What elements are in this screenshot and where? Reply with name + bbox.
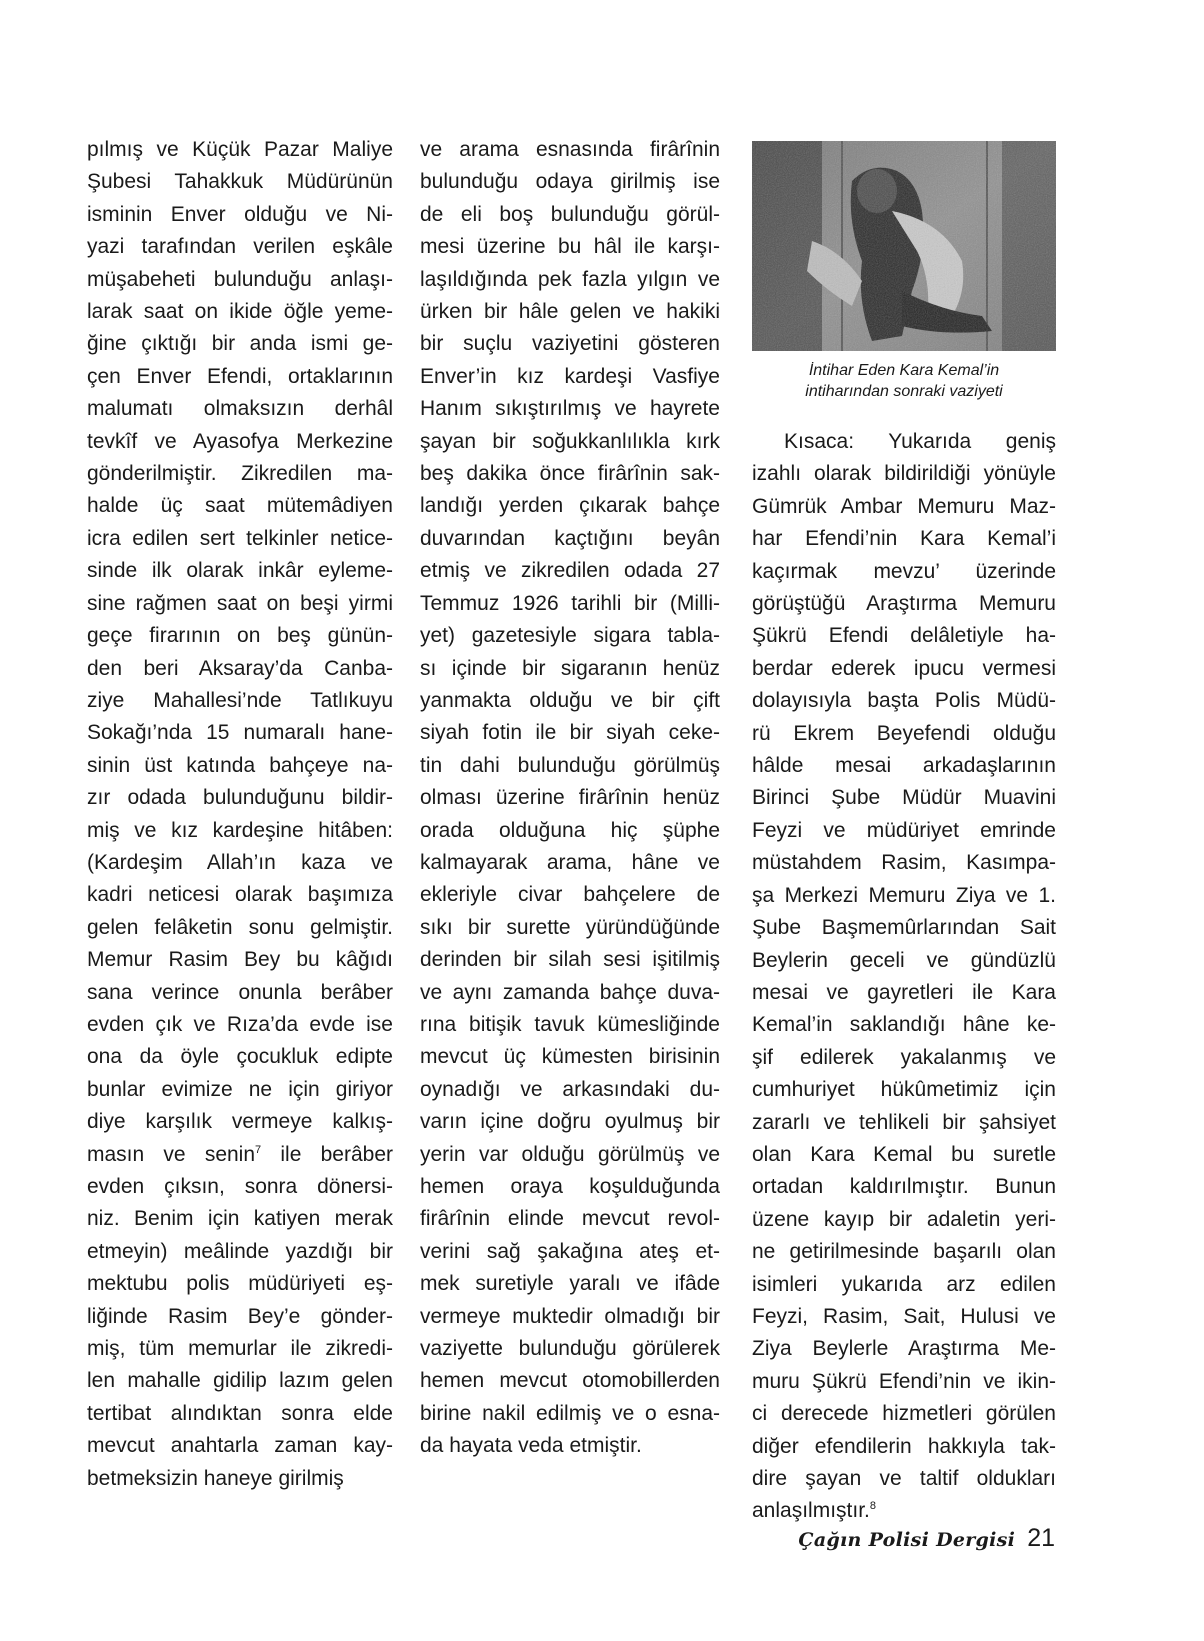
line-text: len mahalle gidilip lazım gelen [87, 1369, 393, 1393]
text-line [420, 555, 720, 587]
text-line [420, 1301, 720, 1333]
text-line [420, 685, 720, 717]
line-text: dolayısıyla başta Polis Müdü- [752, 689, 1056, 713]
text-line [420, 1041, 720, 1073]
text-line [420, 620, 720, 652]
line-text: niz. Benim için katiyen merak [87, 1207, 393, 1231]
text-line [87, 296, 393, 328]
text-line [752, 1495, 1056, 1527]
text-line [87, 555, 393, 587]
line-text: anlaşılmıştır. [752, 1499, 870, 1523]
text-line [87, 393, 393, 425]
text-line [752, 458, 1056, 490]
text-line [87, 1398, 393, 1430]
line-text: varın içine doğru oyulmuş bir [420, 1110, 720, 1134]
line-text: gelen felâketin sonu gelmiştir. [87, 915, 393, 939]
text-line [420, 426, 720, 458]
caption-line-2: intiharından sonraki vaziyeti [805, 383, 1003, 400]
text-line [420, 1139, 720, 1171]
text-line [87, 685, 393, 717]
text-line [420, 1430, 720, 1462]
line-text: har Efendi’nin Kara Kemal’i [752, 527, 1056, 551]
line-text: sine rağmen saat on beşi yirmi [87, 591, 393, 615]
line-text: derinden bir silah sesi işitilmiş [420, 948, 720, 972]
text-line [752, 685, 1056, 717]
text-line [87, 523, 393, 555]
line-text: beş dakika önce firârînin sak- [420, 462, 720, 486]
line-text: sı içinde bir sigaranın henüz [420, 656, 720, 680]
text-line [420, 717, 720, 749]
text-line [752, 1301, 1056, 1333]
line-text: ve arama esnasında firârînin [420, 138, 720, 161]
line-text: tevkîf ve Ayasofya Merkezine [87, 429, 393, 453]
line-text: liğinde Rasim Bey’e gönder- [87, 1304, 393, 1328]
text-line [752, 1333, 1056, 1365]
text-line [752, 1171, 1056, 1203]
line-text: yazi tarafından verilen eşkâle [87, 235, 393, 259]
line-text: masın ve senin [87, 1142, 256, 1166]
text-line [420, 296, 720, 328]
line-text: siyah fotin ile bir siyah ceke- [420, 721, 720, 745]
text-line [420, 134, 720, 166]
text-line [87, 977, 393, 1009]
text-line [420, 166, 720, 198]
text-line [87, 1301, 393, 1333]
line-text: Şube Başmemûrlarından Sait [752, 916, 1056, 940]
line-text: kadri neticesi olarak başımıza [87, 883, 393, 907]
line-text: isminin Enver olduğu ve Ni- [87, 202, 393, 226]
line-text: muru Şükrü Efendi’nin ve ikin- [752, 1369, 1056, 1393]
line-text: dire şayan ve taltif oldukları [752, 1467, 1056, 1490]
text-line [420, 199, 720, 231]
line-text: birine nakil edilmiş ve o esna- [420, 1401, 720, 1425]
line-text: ğine çıktığı bir anda ismi ge- [87, 332, 393, 356]
text-line [87, 199, 393, 231]
text-line [87, 1106, 393, 1138]
text-line [87, 231, 393, 263]
footnote-ref: 8 [869, 1500, 876, 1513]
text-column-1 [87, 134, 393, 1495]
text-line [420, 782, 720, 814]
line-text: malumatı olmaksızın derhâl [87, 397, 393, 421]
text-line [87, 1074, 393, 1106]
text-line [752, 620, 1056, 652]
line-text: Sokağı’nda 15 numaralı hane- [87, 721, 393, 745]
line-text: Beylerin geceli ve gündüzlü [752, 948, 1056, 972]
text-line [420, 458, 720, 490]
text-line [420, 1268, 720, 1300]
text-line [420, 653, 720, 685]
text-line [752, 1366, 1056, 1398]
caption-line-1: İntihar Eden Kara Kemal’in [808, 362, 1000, 379]
text-line [752, 1009, 1056, 1041]
text-line [87, 328, 393, 360]
line-text: hâlde mesai arkadaşlarının [752, 754, 1056, 778]
line-text: verini sağ şakağına ateş et- [420, 1239, 720, 1263]
line-text: vaziyette bulunduğu görülerek [420, 1337, 720, 1361]
line-text: zararlı ve tehlikeli bir şahsiyet [752, 1110, 1056, 1134]
line-text: rına bitişik tavuk kümesliğinde [420, 1012, 720, 1036]
text-line [87, 912, 393, 944]
text-line [752, 1269, 1056, 1301]
text-line [87, 588, 393, 620]
text-line [752, 588, 1056, 620]
line-text: mektubu polis müdüriyeti eş- [87, 1272, 393, 1296]
text-line [420, 944, 720, 976]
line-text: firârînin elinde mevcut revol- [420, 1207, 720, 1231]
text-line [87, 426, 393, 458]
text-line [87, 653, 393, 685]
line-text: ve aynı zamanda bahçe duva- [420, 980, 720, 1004]
text-line [420, 1203, 720, 1235]
text-line [752, 523, 1056, 555]
text-line [87, 1365, 393, 1397]
line-text: görüştüğü Araştırma Memuru [752, 592, 1056, 616]
page-number: 21 [1027, 1524, 1055, 1552]
text-line [87, 134, 393, 166]
line-text: Feyzi, Rasim, Sait, Hulusi ve [752, 1304, 1056, 1328]
line-text: Kısaca: Yukarıda geniş [784, 430, 1056, 453]
line-text: mek suretiyle yaralı ve ifâde [420, 1272, 720, 1296]
line-text: den beri Aksaray’da Canba- [87, 656, 393, 680]
line-text: ne getirilmesinde başarılı olan [752, 1240, 1056, 1264]
line-text: evden çıksın, sonra dönersi- [87, 1175, 393, 1198]
line-text: üzene kayıp bir adaletin yeri- [752, 1207, 1056, 1231]
line-text: bir suçlu vaziyetini gösteren [420, 332, 720, 356]
text-line [87, 1333, 393, 1365]
text-line [87, 1203, 393, 1235]
text-line [420, 1009, 720, 1041]
line-text: laşıldığında pek fazla yılgın ve [420, 267, 720, 291]
text-line [87, 620, 393, 652]
text-line [420, 393, 720, 425]
line-text: müstahdem Rasim, Kasımpa- [752, 851, 1056, 875]
text-line [87, 361, 393, 393]
line-text: sinin üst katında bahçeye na- [87, 753, 393, 777]
line-text: sana verince onunla berâber [87, 980, 393, 1004]
line-text: Şükrü Efendi delâletiyle ha- [752, 624, 1056, 648]
text-line [752, 977, 1056, 1009]
line-text: ürken bir hâle gelen ve hakiki [420, 300, 720, 324]
text-line [752, 1463, 1056, 1495]
text-line [420, 1236, 720, 1268]
text-line [87, 490, 393, 522]
line-text: vermeye muktedir olmadığı bir [420, 1304, 720, 1328]
line-text: olması üzerine firârînin henüz [420, 786, 720, 810]
line-text: olan Kara Kemal bu suretle [752, 1142, 1056, 1166]
line-text: şayan bir soğukkanlılıkla kırk [420, 429, 720, 453]
line-text: yerin var olduğu görülmüş ve [420, 1142, 720, 1166]
line-text: (Kardeşim Allah’ın kaza ve [87, 850, 393, 874]
text-line [752, 1042, 1056, 1074]
text-line [420, 1074, 720, 1106]
text-line [420, 879, 720, 911]
text-line [752, 880, 1056, 912]
line-text: etmeyin) meâlinde yazdığı bir [87, 1239, 393, 1263]
text-line [87, 717, 393, 749]
line-text: rü Ekrem Beyefendi olduğu [752, 721, 1056, 745]
text-line [752, 912, 1056, 944]
line-text: cumhuriyet hükûmetimiz için [752, 1078, 1056, 1102]
journal-title: Çağın Polisi Dergisi [798, 1529, 1016, 1551]
line-text: hemen oraya koşulduğunda [420, 1175, 720, 1198]
line-text: yanmakta olduğu ve bir çift [420, 688, 720, 712]
line-text: Enver’in kız kardeşi Vasfiye [420, 364, 720, 388]
line-text: duvarından kaçtığını beyân [420, 526, 720, 550]
text-line [420, 588, 720, 620]
text-line [87, 879, 393, 911]
text-line [420, 1365, 720, 1397]
text-line [752, 782, 1056, 814]
text-line [420, 1333, 720, 1365]
line-text: Birinci Şube Müdür Muavini [752, 786, 1056, 810]
line-text: sıkı bir surette yüründüğünde [420, 915, 720, 939]
line-text: oynadığı ve arkasındaki du- [420, 1077, 720, 1101]
text-line [752, 750, 1056, 782]
footnote-ref: 7 [255, 1143, 262, 1156]
line-text: ziye Mahallesi’nde Tatlıkuyu [87, 688, 393, 712]
line-text: ortadan kaldırılmıştır. Bunun [752, 1175, 1056, 1199]
text-line [87, 1236, 393, 1268]
line-text: tertibat alındıktan sonra elde [87, 1401, 393, 1425]
line-text: mevcut üç kümesten birisinin [420, 1045, 720, 1069]
line-text: landığı yerden çıkarak bahçe [420, 494, 720, 518]
line-text: geçe firarının on beş günün- [87, 624, 393, 648]
line-text: izahlı olarak bildirildiği yönüyle [752, 462, 1056, 486]
line-text: diye karşılık vermeye kalkış- [87, 1110, 393, 1134]
text-line [87, 458, 393, 490]
line-text: de eli boş bulunduğu görül- [420, 202, 720, 226]
text-line [752, 556, 1056, 588]
line-text: yet) gazetesiyle sigara tabla- [420, 624, 720, 648]
text-column-2 [420, 134, 720, 1463]
line-text: betmeksizin haneye girilmiş [87, 1466, 344, 1490]
text-line [420, 750, 720, 782]
line-text: müşabeheti bulunduğu anlaşı- [87, 267, 393, 291]
line-text: orada olduğuna hiç şüphe [420, 818, 720, 842]
text-column-3 [752, 426, 1056, 1528]
text-line [752, 1236, 1056, 1268]
text-line [420, 1171, 720, 1203]
line-text: kalmayarak arama, hâne ve [420, 850, 720, 874]
text-line [752, 1074, 1056, 1106]
text-line [420, 231, 720, 263]
text-line [420, 264, 720, 296]
text-line [87, 750, 393, 782]
line-text: zır odada bulunduğunu bildir- [87, 786, 393, 810]
photo-caption [752, 360, 1056, 402]
line-text: sinde ilk olarak inkâr eyleme- [87, 559, 393, 583]
line-text: isimleri yukarıda arz edilen [752, 1272, 1056, 1296]
line-text: mesi üzerine bu hâl ile karşı- [420, 235, 720, 259]
text-line [87, 1139, 393, 1171]
line-text: mesai ve gayretleri ile Kara [752, 980, 1056, 1004]
line-text: Hanım sıkıştırılmış ve hayrete [420, 397, 720, 421]
text-line [420, 815, 720, 847]
text-line [752, 945, 1056, 977]
text-line [87, 782, 393, 814]
text-line [752, 718, 1056, 750]
historical-photo [752, 141, 1056, 351]
text-line [420, 912, 720, 944]
line-text: ekleriyle civar bahçelere de [420, 883, 720, 907]
line-text: etmiş ve zikredilen odada 27 [420, 559, 720, 583]
text-line [420, 523, 720, 555]
line-text: halde üç saat mütemâdiyen [87, 494, 393, 518]
text-line [752, 491, 1056, 523]
line-text: şa Merkezi Memuru Ziya ve 1. [752, 883, 1056, 907]
line-text: şif edilerek yakalanmış ve [752, 1045, 1056, 1069]
text-line [420, 847, 720, 879]
line-text: Kemal’in saklandığı hâne ke- [752, 1013, 1056, 1037]
text-line [87, 815, 393, 847]
line-text: ile berâber [261, 1142, 393, 1166]
text-line [752, 653, 1056, 685]
line-text: Memur Rasim Bey bu kâğıdı [87, 948, 393, 972]
text-line [87, 1041, 393, 1073]
line-text: Şubesi Tahakkuk Müdürünün [87, 170, 393, 194]
text-line [420, 977, 720, 1009]
text-line [420, 1398, 720, 1430]
text-line [420, 328, 720, 360]
line-text: icra edilen sert telkinler netice- [87, 526, 393, 550]
line-text: Ziya Beylerle Araştırma Me- [752, 1337, 1056, 1361]
line-text: hemen mevcut otomobillerden [420, 1369, 720, 1393]
text-line [752, 1139, 1056, 1171]
line-text: bunlar evimize ne için giriyor [87, 1077, 393, 1101]
line-text: ci derecede hizmetleri görülen [752, 1402, 1056, 1426]
text-line [752, 847, 1056, 879]
line-text: tin dahi bulunduğu görülmüş [420, 753, 720, 777]
line-text: miş, tüm memurlar ile zikredi- [87, 1337, 393, 1361]
line-text: bulunduğu odaya girilmiş ise [420, 170, 720, 194]
line-text: ona da öyle çocukluk edipte [87, 1045, 393, 1069]
line-text: gönderilmiştir. Zikredilen ma- [87, 462, 393, 486]
line-text: miş ve kız kardeşine hitâben: [87, 818, 393, 842]
text-line [420, 490, 720, 522]
line-text: da hayata veda etmiştir. [420, 1434, 642, 1458]
text-line [752, 1398, 1056, 1430]
line-text: Feyzi ve müdüriyet emrinde [752, 818, 1056, 842]
text-line [87, 847, 393, 879]
page-footer [798, 1524, 1055, 1553]
line-text: berdar ederek ipucu vermesi [752, 656, 1056, 680]
line-text: pılmış ve Küçük Pazar Maliye [87, 138, 393, 161]
line-text: evden çık ve Rıza’da evde ise [87, 1012, 393, 1036]
text-line [87, 1268, 393, 1300]
line-text: mevcut anahtarla zaman kay- [87, 1434, 393, 1458]
text-line [420, 361, 720, 393]
text-line [752, 426, 1056, 458]
line-text: diğer efendilerin hakkıyla tak- [752, 1434, 1056, 1458]
text-line [87, 944, 393, 976]
line-text: larak saat on ikide öğle yeme- [87, 300, 393, 324]
text-line [752, 1204, 1056, 1236]
line-text: Temmuz 1926 tarihli bir (Milli- [420, 591, 720, 615]
text-line [87, 1171, 393, 1203]
text-line [752, 1431, 1056, 1463]
text-line [420, 1106, 720, 1138]
line-text: kaçırmak mevzu’ üzerinde [752, 559, 1056, 583]
line-text: çen Enver Efendi, ortaklarının [87, 364, 393, 388]
text-line [752, 815, 1056, 847]
text-line [87, 264, 393, 296]
text-line [87, 166, 393, 198]
line-text: Gümrük Ambar Memuru Maz- [752, 494, 1056, 518]
text-line [87, 1430, 393, 1462]
text-line [752, 1107, 1056, 1139]
text-line [87, 1009, 393, 1041]
text-line [87, 1463, 393, 1495]
